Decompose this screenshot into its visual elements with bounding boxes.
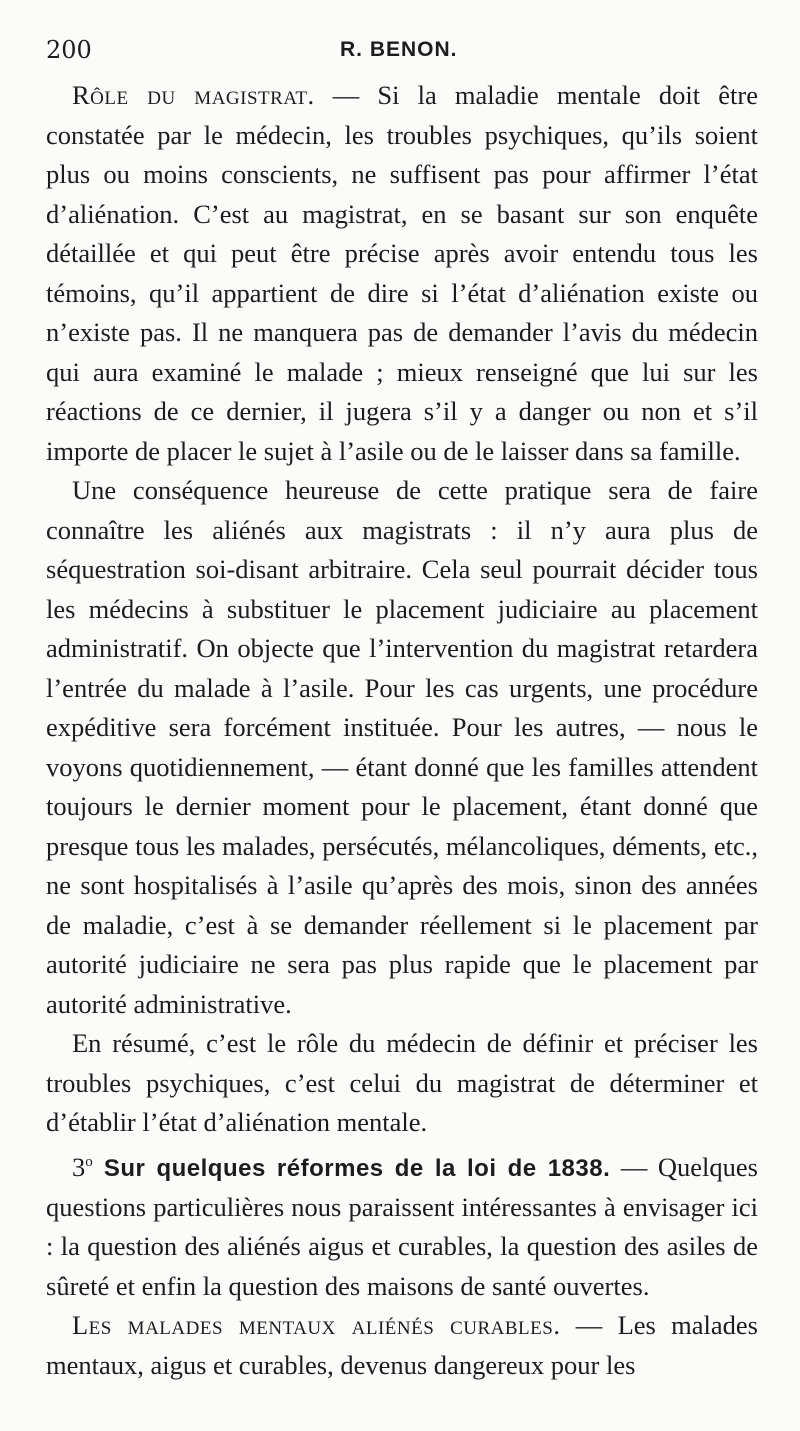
paragraph-consequence	[46, 471, 758, 1024]
paragraph-role-du-magistrat	[46, 76, 758, 471]
page-body	[46, 76, 758, 1385]
section-lead-role-du-magistrat: Rôle du magistrat.	[72, 80, 315, 110]
paragraph-text: En résumé, c’est le rôle du médecin de définir et préciser les troubles psychiques, c’est celui du magistrat de déterminer et d’établir l’état d’aliénation mentale.	[46, 1028, 758, 1137]
paragraph-reformes	[46, 1143, 758, 1307]
section-number: 3	[72, 1151, 86, 1182]
section-lead-malades-curables: Les malades mentaux aliénés curables.	[72, 1310, 561, 1341]
paragraph-malades-curables	[46, 1306, 758, 1385]
running-head: R. BENON.	[340, 38, 458, 61]
paragraph-text: — Quelques questions particulières nous paraissent intéressantes à envisager ici : la question des aliénés aigus et curables, la question des asiles de sûreté et enfin la question des maisons de santé ouvertes.	[46, 1151, 758, 1301]
paragraph-text: Une conséquence heureuse de cette pratique sera de faire connaître les aliénés aux magistrats : il n’y aura plus de séquestration soi-disant arbitraire. Cela seul pourrait décider tous les médecins à substituer le placement judiciaire au placement administratif. On objecte que l’intervention du magistrat retardera l’entrée du malade à l’asile. Pour les cas urgents, une procédure expéditive sera forcément instituée. Pour les autres, — nous le voyons quotidiennement, — étant donné que les familles attendent toujours le dernier moment pour le placement, étant donné que presque tous les malades, persécutés, mélancoliques, déments, etc., ne sont hospitalisés à l’asile qu’après des mois, sinon des années de maladie, c’est à se demander réellement si le placement par autorité judiciaire ne sera pas plus rapide que le placement par autorité administrative.	[46, 475, 758, 1019]
section-number-ordinal: o	[85, 1153, 93, 1170]
paragraph-text: — Les malades mentaux, aigus et curables, devenus dangereux pour les	[46, 1310, 758, 1380]
section-heading-reformes: Sur quelques réformes de la loi de 1838.	[92, 1154, 611, 1182]
page-number: 200	[46, 36, 92, 64]
page-header	[46, 36, 760, 76]
paragraph-en-resume	[46, 1024, 758, 1143]
paragraph-text: — Si la maladie mentale doit être constatée par le médecin, les troubles psychiques, qu’ils soient plus ou moins conscients, ne suffisent pas pour affirmer l’état d’aliénation. C’est au magistrat, en se basant sur son enquête détaillée et qui peut être précise après avoir entendu tous les témoins, qu’il appartient de dire si l’état d’aliénation existe ou n’existe pas. Il ne manquera pas de demander l’avis du médecin qui aura examiné le malade ; mieux renseigné que lui sur les réactions de ce dernier, il jugera s’il y a danger ou non et s’il importe de placer le sujet à l’asile ou de le laisser dans sa famille.	[46, 80, 758, 466]
